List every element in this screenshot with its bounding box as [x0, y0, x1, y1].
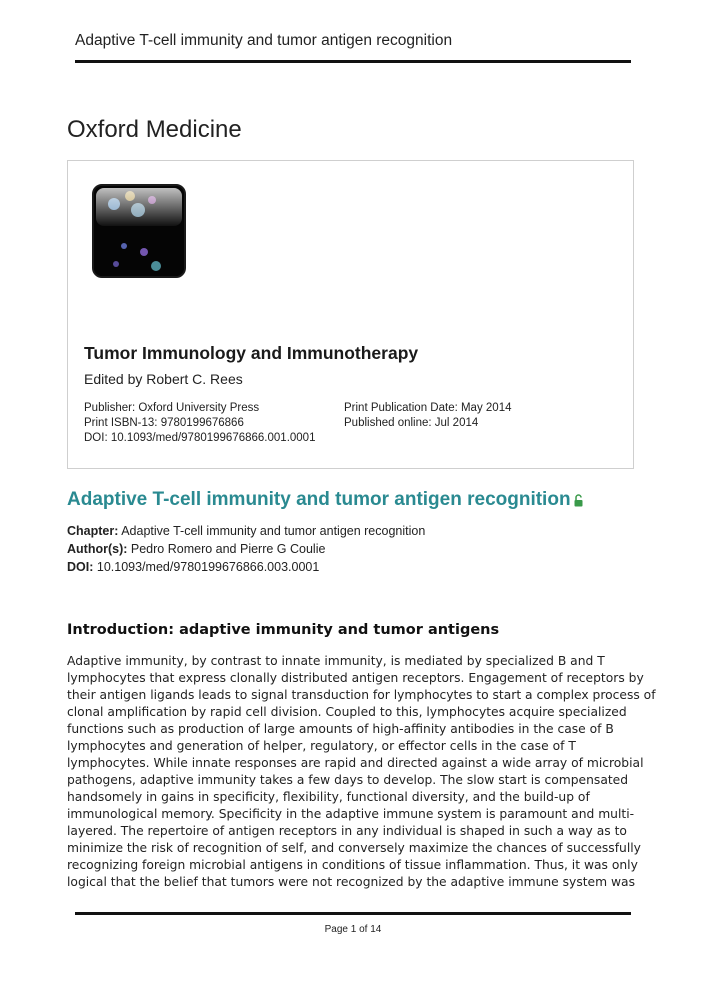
chapter-label: Chapter: — [67, 524, 119, 538]
book-meta-left — [84, 401, 315, 446]
open-lock-icon — [574, 491, 583, 513]
text-line: pathogens, adaptive immunity takes a few days to develop. The slow start is compensated — [67, 773, 629, 787]
body-paragraph — [67, 653, 656, 891]
doi-value: 10.1093/med/9780199676866.003.0001 — [96, 560, 320, 574]
print-isbn: Print ISBN-13: 9780199676866 — [84, 417, 244, 429]
header-rule — [75, 60, 631, 63]
book-title: Tumor Immunology and Immunotherapy — [84, 343, 419, 363]
text-line: handsomely in gains in specificity, flexibility, functional diversity, and the build-up of — [67, 790, 590, 804]
chapter-value: Adaptive T-cell immunity and tumor antigen recognition — [121, 524, 426, 538]
brand-title: Oxford Medicine — [67, 116, 242, 143]
text-line: lymphocytes. While innate responses are rapid and directed against a wide array of microbial — [67, 756, 644, 770]
text-line: lymphocytes that express clonally distributed antigen receptors. Engagement of receptors by — [67, 671, 644, 685]
book-cover-image — [92, 184, 186, 278]
page-number: Page 1 of 14 — [324, 924, 382, 935]
print-publication-date: Print Publication Date: May 2014 — [344, 402, 512, 414]
text-line: clonal amplification by rapid cell division. Coupled to this, lymphocytes acquire specialized — [67, 705, 627, 719]
chapter-metadata — [67, 522, 425, 576]
text-line: immunological memory. Specificity in the adaptive immune system is paramount and multi- — [67, 807, 635, 821]
text-line: functions such as production of large amounts of high-affinity antibodies in the case of B — [67, 722, 614, 736]
book-meta-right — [344, 401, 511, 431]
authors-label: Author(s): — [67, 542, 128, 556]
running-header: Adaptive T-cell immunity and tumor antigen recognition — [75, 32, 453, 49]
publisher: Publisher: Oxford University Press — [84, 402, 260, 414]
text-line: minimize the risk of recognition of self, and conversely maximize the chances of successfully — [67, 841, 641, 855]
book-info-box — [67, 160, 634, 469]
text-line: layered. The repertoire of antigen receptors in any individual is shaped in such a way as to — [67, 824, 627, 838]
text-line: Adaptive immunity, by contrast to innate immunity, is mediated by specialized B and T — [67, 654, 605, 668]
section-heading: Introduction: adaptive immunity and tumor antigens — [67, 622, 500, 638]
text-line: logical that the belief that tumors were not recognized by the adaptive immune system was — [67, 875, 635, 889]
chapter-title-text: Adaptive T-cell immunity and tumor antigen recognition — [67, 489, 571, 510]
published-online-date: Published online: Jul 2014 — [344, 417, 479, 429]
doi-label: DOI: — [67, 560, 94, 574]
authors-value: Pedro Romero and Pierre G Coulie — [130, 542, 326, 556]
chapter-title — [67, 489, 583, 513]
text-line: lymphocytes and generation of helper, regulatory, or effector cells in the case of T — [67, 739, 576, 753]
text-line: their antigen ligands leads to signal transduction for lymphocytes to start a complex process of — [67, 688, 656, 702]
book-editor: Edited by Robert C. Rees — [84, 371, 243, 387]
text-line: recognizing foreign microbial antigens in conditions of tissue inflammation. Thus, it was only — [67, 858, 638, 872]
footer-rule — [75, 912, 631, 915]
book-doi: DOI: 10.1093/med/9780199676866.001.0001 — [84, 432, 316, 444]
